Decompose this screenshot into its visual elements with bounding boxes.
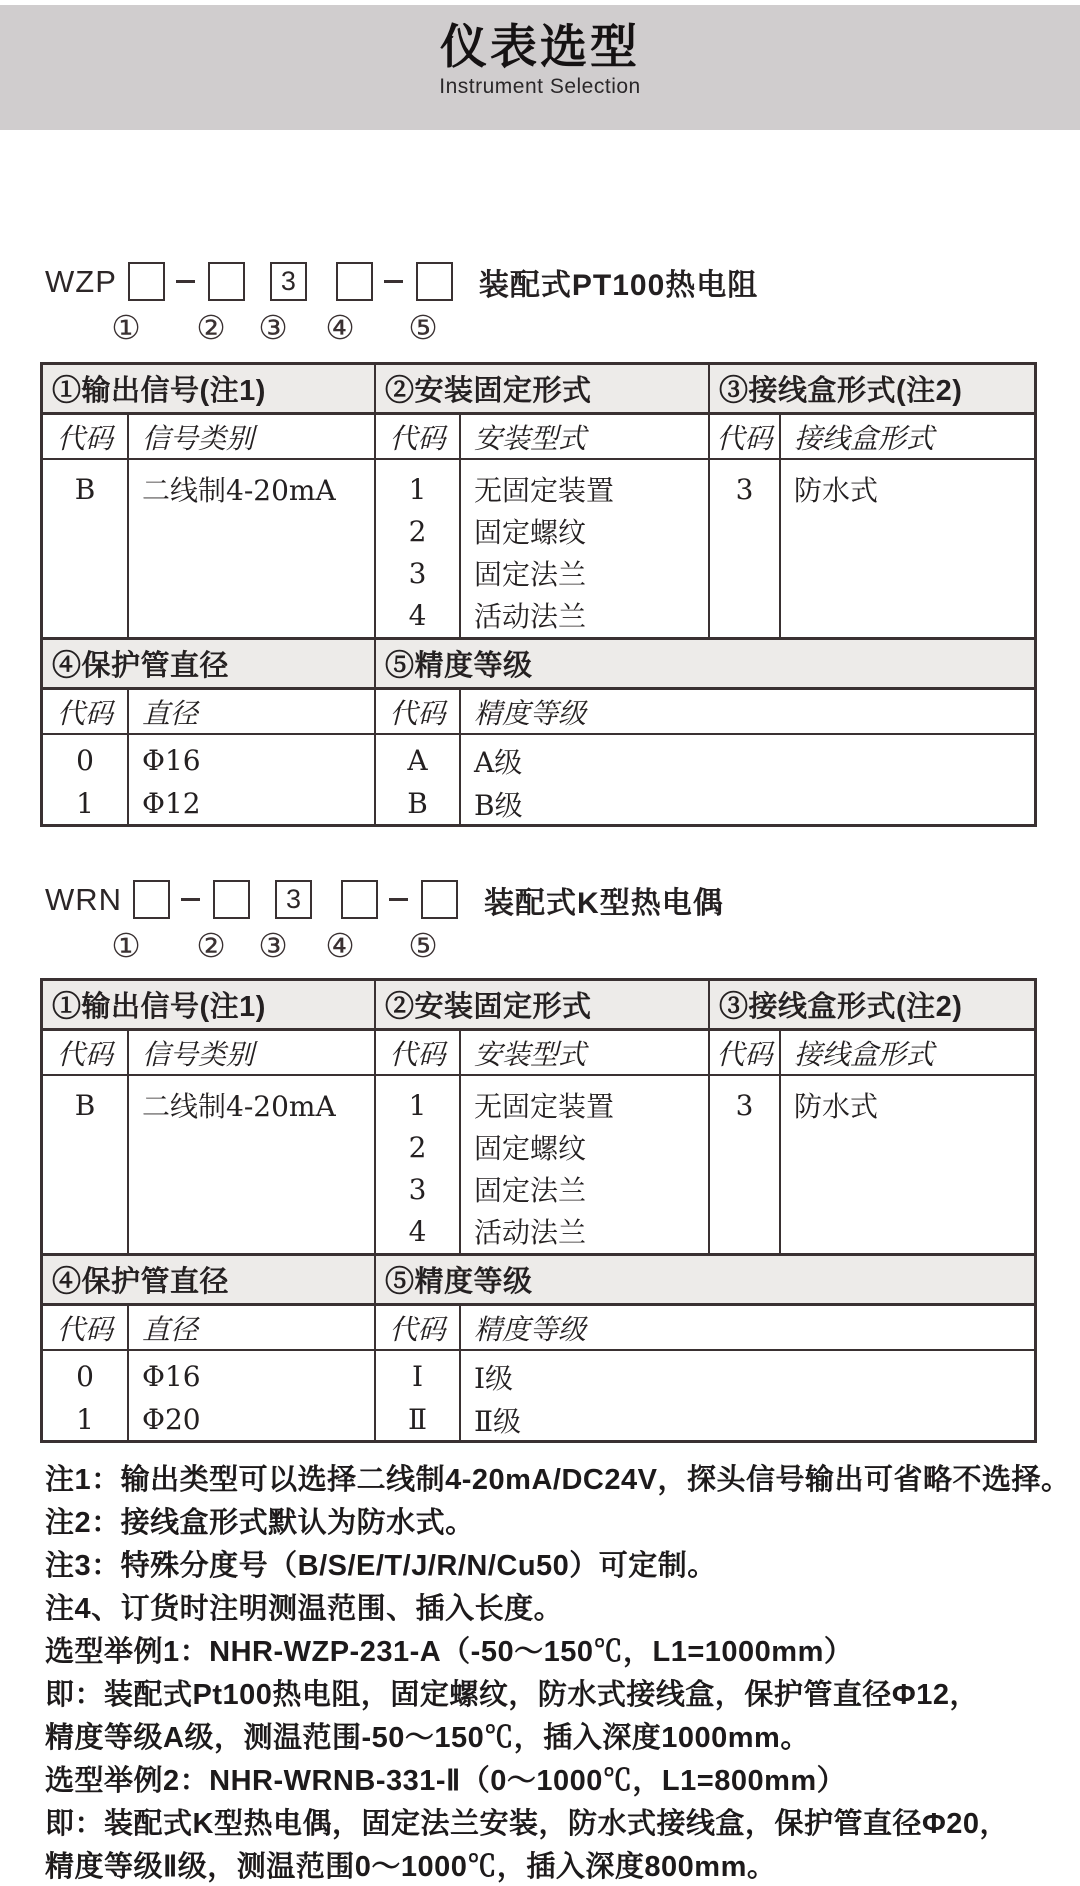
value-cell: Φ16 [142, 744, 201, 777]
page-banner [0, 5, 1080, 130]
code-cell: 3 [735, 1088, 754, 1122]
position-marker-5: ⑤ [408, 926, 438, 965]
value-cell: Φ16 [142, 1360, 201, 1393]
code-cell: 3 [408, 1172, 427, 1206]
code-cell: 1 [76, 1403, 94, 1436]
model-description: 装配式K型热电偶 [484, 886, 724, 920]
value-cell: Φ12 [142, 787, 201, 820]
column-header-code: 代码 [43, 1306, 127, 1351]
column-header-value: 精度等级 [461, 1306, 1034, 1351]
code-cell: B [74, 1088, 96, 1122]
value-cell: Φ20 [142, 1403, 201, 1436]
column-header-value: 接线盒形式 [781, 1031, 1034, 1076]
position-marker-5: ⑤ [408, 308, 438, 347]
value-cell: 无固定装置 [474, 1090, 615, 1123]
code-box-3: 3 [275, 880, 312, 919]
position-marker-1: ① [111, 926, 141, 965]
section-title: ②安装固定形式 [376, 981, 708, 1031]
selection-table-wrn [40, 978, 1037, 1443]
model-prefix: WZP [45, 263, 117, 299]
code-cell: 3 [408, 556, 427, 590]
table-bottom-half [43, 640, 1034, 824]
value-cell: 固定螺纹 [474, 1132, 587, 1165]
position-marker-4: ④ [325, 926, 355, 965]
code-cell: Ⅰ [411, 1360, 424, 1393]
value-cell: 二线制4-20mA [142, 474, 336, 507]
column-header-code: 代码 [376, 1031, 459, 1076]
section-title: ④保护管直径 [43, 1256, 374, 1306]
column-header-value: 接线盒形式 [781, 415, 1034, 460]
value-cell: 活动法兰 [474, 600, 587, 633]
value-cell: Ⅰ级 [474, 1361, 514, 1395]
dash-separator [176, 280, 195, 283]
column-header-code: 代码 [43, 415, 127, 460]
code-box-3: 3 [270, 262, 307, 301]
value-cell: Ⅱ级 [474, 1404, 522, 1438]
code-box-1 [128, 262, 165, 301]
example-1-detail-line-2: 精度等级A级，测温范围-50～150℃，插入深度1000mm。 [45, 1722, 810, 1754]
dash-separator [384, 280, 403, 283]
section-output-signal [43, 981, 376, 1253]
code-box-1 [133, 880, 170, 919]
model-description: 装配式PT100热电阻 [478, 268, 759, 302]
column-header-value: 信号类别 [129, 415, 374, 460]
selection-example-1: 选型举例1：NHR-WZP-231-A（-50～150℃，L1=1000mm） [45, 1636, 854, 1668]
code-cell: 4 [408, 598, 427, 632]
column-header-code: 代码 [710, 415, 779, 460]
model-code-line-wrn [45, 879, 724, 920]
section-tube-diameter [43, 640, 376, 824]
position-marker-1: ① [111, 308, 141, 347]
section-junction-box [710, 981, 1034, 1253]
table-top-half [43, 981, 1034, 1256]
example-2-detail-line-1: 即：装配式K型热电偶，固定法兰安装，防水式接线盒，保护管直径Φ20， [45, 1808, 1010, 1840]
column-header-value: 信号类别 [129, 1031, 374, 1076]
value-cell: 固定法兰 [474, 1174, 587, 1207]
code-cell: 3 [735, 472, 754, 506]
value-cell: 防水式 [794, 1090, 879, 1123]
code-cell: A [407, 744, 428, 777]
code-box-4 [336, 262, 373, 301]
section-output-signal [43, 365, 376, 637]
column-header-code: 代码 [43, 690, 127, 735]
column-header-code: 代码 [376, 1306, 459, 1351]
code-cell: 0 [76, 744, 94, 777]
section-accuracy [376, 640, 1034, 824]
column-header-value: 直径 [129, 1306, 374, 1351]
table-bottom-half [43, 1256, 1034, 1440]
selection-example-2: 选型举例2：NHR-WRNB-331-Ⅱ（0～1000℃，L1=800mm） [45, 1765, 847, 1797]
column-header-code: 代码 [710, 1031, 779, 1076]
column-header-value: 精度等级 [461, 690, 1034, 735]
value-cell: 二线制4-20mA [142, 1090, 336, 1123]
value-cell: A级 [474, 745, 523, 779]
section-tube-diameter [43, 1256, 376, 1440]
column-header-code: 代码 [376, 690, 459, 735]
code-cell: 1 [76, 787, 94, 820]
model-code-line-wzp [45, 261, 758, 302]
code-cell: Ⅱ [407, 1403, 428, 1436]
note-2: 注2：接线盒形式默认为防水式。 [45, 1507, 475, 1539]
note-3: 注3：特殊分度号（B/S/E/T/J/R/N/Cu50）可定制。 [45, 1550, 717, 1582]
position-marker-3: ③ [258, 926, 288, 965]
section-junction-box [710, 365, 1034, 637]
example-1-detail-line-1: 即：装配式Pt100热电阻，固定螺纹，防水式接线盒，保护管直径Φ12， [45, 1679, 979, 1711]
code-box-5 [416, 262, 453, 301]
code-box-2 [208, 262, 245, 301]
position-marker-4: ④ [325, 308, 355, 347]
model-prefix: WRN [45, 881, 123, 917]
position-marker-2: ② [196, 926, 226, 965]
section-title: ②安装固定形式 [376, 365, 708, 415]
section-title: ③接线盒形式(注2) [710, 981, 1034, 1031]
dash-separator [181, 898, 200, 901]
code-cell: 0 [76, 1360, 94, 1393]
section-title: ⑤精度等级 [376, 1256, 1034, 1306]
code-cell: 1 [408, 1088, 427, 1122]
section-accuracy [376, 1256, 1034, 1440]
table-top-half [43, 365, 1034, 640]
column-header-value: 安装型式 [461, 1031, 708, 1076]
column-header-value: 直径 [129, 690, 374, 735]
code-box-5 [421, 880, 458, 919]
selection-table-wzp [40, 362, 1037, 827]
section-mounting [376, 365, 710, 637]
value-cell: 防水式 [794, 474, 879, 507]
notes-block [45, 1456, 1071, 1886]
column-header-code: 代码 [43, 1031, 127, 1076]
value-cell: 无固定装置 [474, 474, 615, 507]
code-cell: B [74, 472, 96, 506]
value-cell: 固定法兰 [474, 558, 587, 591]
code-cell: B [407, 787, 428, 820]
value-cell: B级 [474, 788, 523, 822]
section-title: ⑤精度等级 [376, 640, 1034, 690]
code-cell: 2 [408, 1130, 427, 1164]
page-subtitle: Instrument Selection [439, 75, 641, 98]
code-cell: 1 [408, 472, 427, 506]
dash-separator [389, 898, 408, 901]
position-marker-3: ③ [258, 308, 288, 347]
code-cell: 2 [408, 514, 427, 548]
position-marker-2: ② [196, 308, 226, 347]
column-header-value: 安装型式 [461, 415, 708, 460]
value-cell: 活动法兰 [474, 1216, 587, 1249]
code-box-4 [341, 880, 378, 919]
example-2-detail-line-2: 精度等级Ⅱ级，测温范围0～1000℃，插入深度800mm。 [45, 1851, 777, 1883]
section-mounting [376, 981, 710, 1253]
code-cell: 4 [408, 1214, 427, 1248]
section-title: ④保护管直径 [43, 640, 374, 690]
column-header-code: 代码 [376, 415, 459, 460]
value-cell: 固定螺纹 [474, 516, 587, 549]
section-title: ①输出信号(注1) [43, 365, 374, 415]
section-title: ①输出信号(注1) [43, 981, 374, 1031]
note-4: 注4、订货时注明测温范围、插入长度。 [45, 1593, 564, 1625]
note-1: 注1：输出类型可以选择二线制4-20mA/DC24V，探头信号输出可省略不选择。 [45, 1464, 1071, 1496]
page-title: 仪表选型 [440, 20, 640, 73]
code-box-2 [213, 880, 250, 919]
section-title: ③接线盒形式(注2) [710, 365, 1034, 415]
